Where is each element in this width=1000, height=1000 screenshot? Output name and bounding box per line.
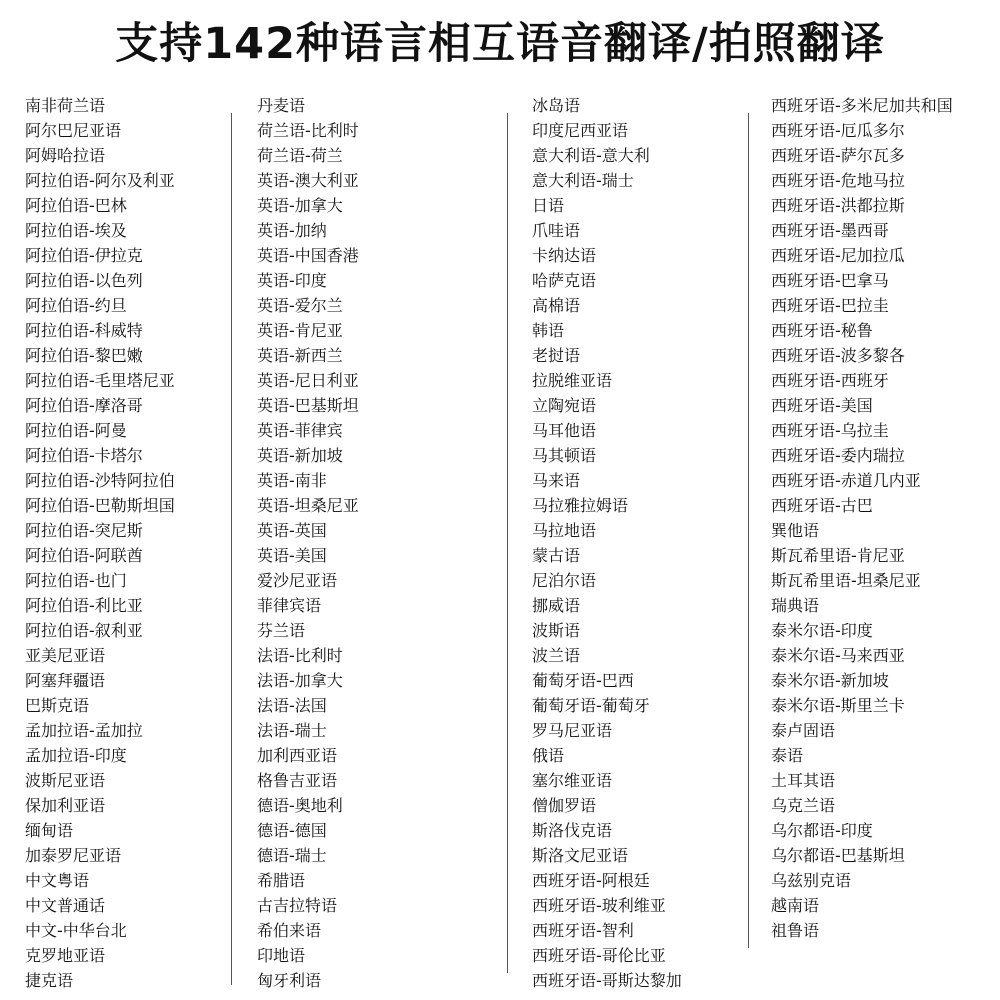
- language-item: 德语-德国: [257, 821, 327, 840]
- language-item: 菲律宾语: [257, 596, 322, 615]
- language-item: 中文粤语: [25, 871, 90, 890]
- language-item: 斯瓦希里语-肯尼亚: [771, 546, 905, 565]
- language-item: 法语-加拿大: [257, 671, 343, 690]
- language-item: 乌兹别克语: [771, 871, 852, 890]
- language-item: 西班牙语-智利: [532, 921, 634, 940]
- language-item: 尼泊尔语: [532, 571, 597, 590]
- language-item: 泰米尔语-斯里兰卡: [771, 696, 905, 715]
- language-item: 克罗地亚语: [25, 946, 106, 965]
- language-item: 捷克语: [25, 971, 74, 990]
- language-item: 乌克兰语: [771, 796, 836, 815]
- language-item: 南非荷兰语: [25, 96, 106, 115]
- column-divider: [507, 113, 508, 973]
- language-item: 荷兰语-比利时: [257, 121, 359, 140]
- language-item: 阿拉伯语-卡塔尔: [25, 446, 143, 465]
- language-item: 英语-新西兰: [257, 346, 343, 365]
- language-item: 阿拉伯语-阿联酋: [25, 546, 143, 565]
- language-item: 阿塞拜疆语: [25, 671, 106, 690]
- language-item: 西班牙语-古巴: [771, 496, 873, 515]
- language-item: 西班牙语-洪都拉斯: [771, 196, 905, 215]
- language-item: 马耳他语: [532, 421, 597, 440]
- language-item: 希伯来语: [257, 921, 322, 940]
- language-column-2: [257, 93, 359, 993]
- language-item: 波兰语: [532, 646, 581, 665]
- language-item: 印度尼西亚语: [532, 121, 629, 140]
- language-item: 英语-菲律宾: [257, 421, 343, 440]
- language-item: 印地语: [257, 946, 306, 965]
- language-item: 意大利语-意大利: [532, 146, 650, 165]
- language-item: 格鲁吉亚语: [257, 771, 338, 790]
- language-item: 阿拉伯语-以色列: [25, 271, 143, 290]
- language-item: 土耳其语: [771, 771, 836, 790]
- language-item: 西班牙语-秘鲁: [771, 321, 873, 340]
- language-item: 英语-英国: [257, 521, 327, 540]
- language-item: 乌尔都语-巴基斯坦: [771, 846, 905, 865]
- language-item: 西班牙语-美国: [771, 396, 873, 415]
- language-item: 阿拉伯语-约旦: [25, 296, 127, 315]
- language-item: 英语-尼日利亚: [257, 371, 359, 390]
- language-item: 英语-澳大利亚: [257, 171, 359, 190]
- language-item: 加利西亚语: [257, 746, 338, 765]
- language-item: 拉脱维亚语: [532, 371, 613, 390]
- language-item: 高棉语: [532, 296, 581, 315]
- language-item: 阿拉伯语-利比亚: [25, 596, 143, 615]
- language-item: 阿拉伯语-科威特: [25, 321, 143, 340]
- language-item: 卡纳达语: [532, 246, 597, 265]
- language-item: 英语-坦桑尼亚: [257, 496, 359, 515]
- language-item: 阿拉伯语-埃及: [25, 221, 127, 240]
- language-item: 挪威语: [532, 596, 581, 615]
- language-item: 阿拉伯语-伊拉克: [25, 246, 143, 265]
- language-item: 阿拉伯语-叙利亚: [25, 621, 143, 640]
- language-item: 斯瓦希里语-坦桑尼亚: [771, 571, 921, 590]
- language-item: 保加利亚语: [25, 796, 106, 815]
- language-item: 马其顿语: [532, 446, 597, 465]
- language-item: 西班牙语-赤道几内亚: [771, 471, 921, 490]
- language-item: 西班牙语-哥斯达黎加: [532, 971, 682, 990]
- language-item: 加泰罗尼亚语: [25, 846, 122, 865]
- language-item: 西班牙语-西班牙: [771, 371, 889, 390]
- language-item: 泰米尔语-新加坡: [771, 671, 889, 690]
- language-item: 西班牙语-乌拉圭: [771, 421, 889, 440]
- language-item: 巴斯克语: [25, 696, 90, 715]
- language-item: 泰米尔语-马来西亚: [771, 646, 905, 665]
- language-item: 匈牙利语: [257, 971, 322, 990]
- language-item: 亚美尼亚语: [25, 646, 106, 665]
- language-item: 西班牙语-巴拿马: [771, 271, 889, 290]
- language-item: 西班牙语-厄瓜多尔: [771, 121, 905, 140]
- language-item: 巽他语: [771, 521, 820, 540]
- language-item: 德语-瑞士: [257, 846, 327, 865]
- column-divider: [748, 113, 749, 948]
- language-item: 泰卢固语: [771, 721, 836, 740]
- language-item: 英语-印度: [257, 271, 327, 290]
- language-item: 芬兰语: [257, 621, 306, 640]
- language-item: 英语-加纳: [257, 221, 327, 240]
- language-item: 瑞典语: [771, 596, 820, 615]
- language-item: 爪哇语: [532, 221, 581, 240]
- language-item: 乌尔都语-印度: [771, 821, 873, 840]
- language-item: 阿拉伯语-也门: [25, 571, 127, 590]
- page-title: 支持142种语言相互语音翻译/拍照翻译: [115, 19, 885, 69]
- language-item: 阿拉伯语-巴林: [25, 196, 127, 215]
- language-item: 祖鲁语: [771, 921, 820, 940]
- language-item: 阿拉伯语-阿曼: [25, 421, 127, 440]
- language-item: 爱沙尼亚语: [257, 571, 338, 590]
- language-item: 哈萨克语: [532, 271, 597, 290]
- language-item: 蒙古语: [532, 546, 581, 565]
- language-item: 德语-奥地利: [257, 796, 343, 815]
- language-item: 斯洛伐克语: [532, 821, 613, 840]
- language-item: 西班牙语-委内瑞拉: [771, 446, 905, 465]
- language-item: 英语-爱尔兰: [257, 296, 343, 315]
- language-item: 阿拉伯语-巴勒斯坦国: [25, 496, 175, 515]
- language-item: 马来语: [532, 471, 581, 490]
- language-item: 西班牙语-巴拉圭: [771, 296, 889, 315]
- language-item: 阿拉伯语-突尼斯: [25, 521, 143, 540]
- language-item: 西班牙语-阿根廷: [532, 871, 650, 890]
- language-item: 西班牙语-波多黎各: [771, 346, 905, 365]
- language-item: 俄语: [532, 746, 565, 765]
- language-item: 阿拉伯语-沙特阿拉伯: [25, 471, 175, 490]
- language-item: 英语-南非: [257, 471, 327, 490]
- language-item: 英语-美国: [257, 546, 327, 565]
- language-item: 孟加拉语-孟加拉: [25, 721, 143, 740]
- language-item: 荷兰语-荷兰: [257, 146, 343, 165]
- language-item: 波斯语: [532, 621, 581, 640]
- language-item: 中文普通话: [25, 896, 106, 915]
- language-item: 古吉拉特语: [257, 896, 338, 915]
- language-item: 孟加拉语-印度: [25, 746, 127, 765]
- language-item: 希腊语: [257, 871, 306, 890]
- language-item: 法语-瑞士: [257, 721, 327, 740]
- language-item: 泰米尔语-印度: [771, 621, 873, 640]
- language-item: 冰岛语: [532, 96, 581, 115]
- language-item: 越南语: [771, 896, 820, 915]
- language-item: 阿拉伯语-毛里塔尼亚: [25, 371, 175, 390]
- language-item: 泰语: [771, 746, 804, 765]
- language-item: 阿姆哈拉语: [25, 146, 106, 165]
- language-item: 马拉雅拉姆语: [532, 496, 629, 515]
- language-item: 西班牙语-哥伦比亚: [532, 946, 666, 965]
- language-item: 西班牙语-萨尔瓦多: [771, 146, 905, 165]
- language-item: 意大利语-瑞士: [532, 171, 634, 190]
- language-item: 西班牙语-危地马拉: [771, 171, 905, 190]
- language-item: 日语: [532, 196, 565, 215]
- language-item: 中文-中华台北: [25, 921, 127, 940]
- language-item: 葡萄牙语-葡萄牙: [532, 696, 650, 715]
- language-item: 英语-新加坡: [257, 446, 343, 465]
- language-item: 葡萄牙语-巴西: [532, 671, 634, 690]
- language-item: 罗马尼亚语: [532, 721, 613, 740]
- language-item: 英语-肯尼亚: [257, 321, 343, 340]
- language-item: 阿拉伯语-摩洛哥: [25, 396, 143, 415]
- language-column-3: [532, 93, 682, 993]
- language-item: 僧伽罗语: [532, 796, 597, 815]
- language-item: 英语-中国香港: [257, 246, 359, 265]
- column-divider: [231, 113, 232, 985]
- language-item: 波斯尼亚语: [25, 771, 106, 790]
- language-item: 阿拉伯语-黎巴嫩: [25, 346, 143, 365]
- language-item: 马拉地语: [532, 521, 597, 540]
- language-item: 阿拉伯语-阿尔及利亚: [25, 171, 175, 190]
- language-item: 西班牙语-尼加拉瓜: [771, 246, 905, 265]
- language-item: 法语-比利时: [257, 646, 343, 665]
- language-column-1: [25, 93, 175, 993]
- language-item: 斯洛文尼亚语: [532, 846, 629, 865]
- language-item: 立陶宛语: [532, 396, 597, 415]
- language-item: 塞尔维亚语: [532, 771, 613, 790]
- language-item: 英语-加拿大: [257, 196, 343, 215]
- language-item: 丹麦语: [257, 96, 306, 115]
- language-item: 法语-法国: [257, 696, 327, 715]
- language-item: 英语-巴基斯坦: [257, 396, 359, 415]
- language-column-4: [771, 93, 953, 943]
- language-item: 阿尔巴尼亚语: [25, 121, 122, 140]
- language-item: 西班牙语-多米尼加共和国: [771, 96, 953, 115]
- language-item: 韩语: [532, 321, 565, 340]
- language-item: 老挝语: [532, 346, 581, 365]
- language-item: 缅甸语: [25, 821, 74, 840]
- language-item: 西班牙语-墨西哥: [771, 221, 889, 240]
- language-item: 西班牙语-玻利维亚: [532, 896, 666, 915]
